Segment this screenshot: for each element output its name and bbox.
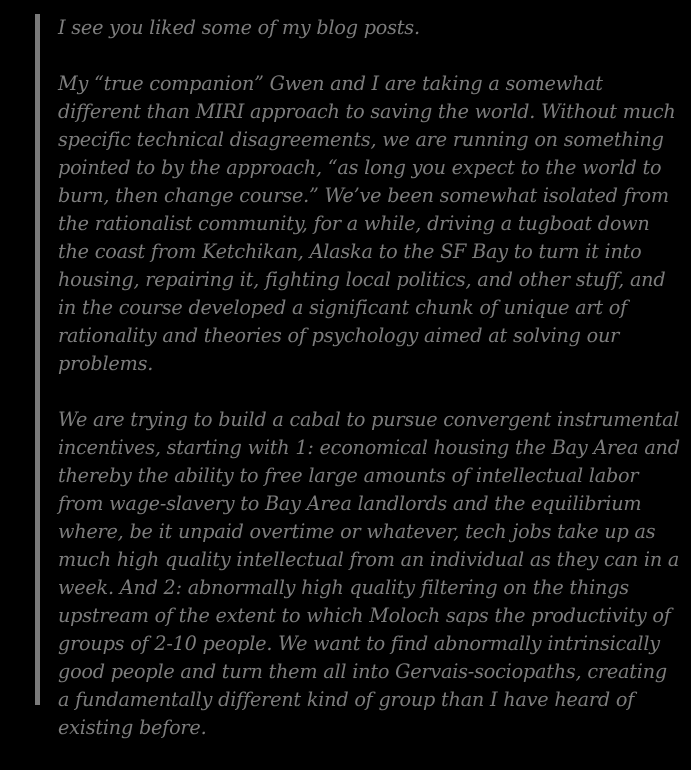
paragraph-cabal: We are trying to build a cabal to pursue convergent instrumental incentives, starting with 1: economical housing the Bay Area and thereby the ability to free large amounts of intellectual labor from wage-slavery to Bay Area landlords and the equilibrium where, be it unpaid overtime or whatever, tech jobs take up as much high quality intellectual from an individual as they can in a week. And 2: abnormally high quality filtering on the things upstream of the extent to which Moloch saps the productivity of groups of 2-10 people. We want to find abnormally intrinsically good people and turn them all into Gervais-sociopaths, creating a fundamentally different kind of group than I have heard of existing before. (58, 408, 680, 739)
blockquote (58, 14, 683, 770)
paragraph-approach: My “true companion” Gwen and I are taking a somewhat different than MIRI approach to saving the world. Without much specific technical disagreements, we are running on something pointed to by the approach, “as long you expect to the world to burn, then change course.” We’ve been somewhat isolated from the rationalist community, for a while, driving a tugboat down the coast from Ketchikan, Alaska to the SF Bay to turn it into housing, repairing it, fighting local politics, and other stuff, and in the course developed a significant chunk of unique art of rationality and theories of psychology aimed at solving our problems. (58, 72, 676, 375)
paragraph-greeting: I see you liked some of my blog posts. (58, 16, 420, 39)
blockquote-bar (35, 14, 40, 705)
